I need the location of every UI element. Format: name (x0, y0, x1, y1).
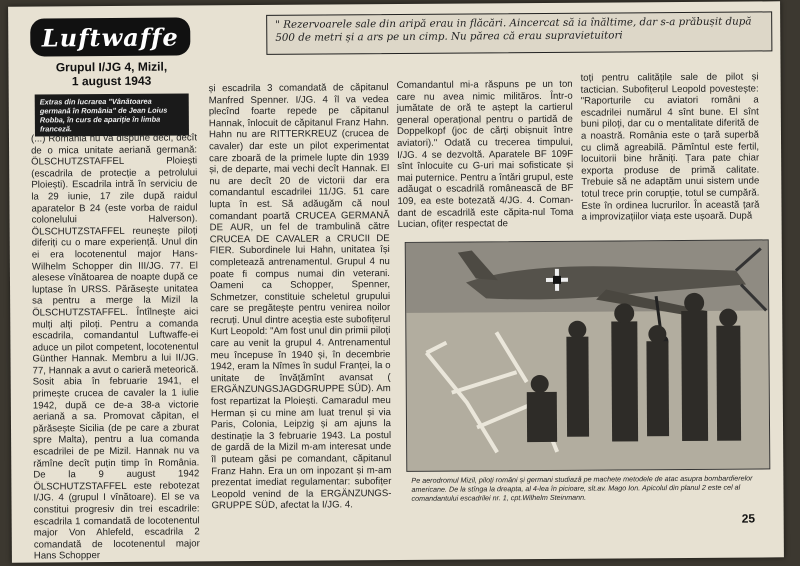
text-column-2: și escadrila 3 comandată de căpitanul Manfred Spenner. I/JG. 4 îl va vedea plecînd foarte repede pe căpitanul Hannak, înlocuit de căpitanul Franz Hahn. Hahn nu are RITTERKREUZ (crucea de cavaler) dar este un pilot experimentat care zboară de la primele lupte din 1939 și, de departe, mai vechi decît Hannak. El nu are decît 20 de victorii dar era comandantul escadrilei 11/JG. 51 care lupta în est. Să adăugăm că noul comandant poartă CRUCEA GERMANĂ DE AUR, un fel de trambulină către CRUCEA DE CAVALER a CRUCII DE FIER. Subordinele lui Hahn, unitatea își completează antrenamentul. Grupul 4 nu poate fi compus numai din veterani. Oameni ca Schopper, Spenner, Schmetzer, constituie scheletul grupului care se pregătește pentru venirea noilor recruți. Unul dintre aceștia este subofițerul Kurt Leopold: "Am fost unul din primii piloți care au venit la grupul 4. Antrenamentul meu începuse în 1940 și, în decembrie 1942, eram la Nîmes în sudul Franței, la o unitate de învățămînt avansat ( ERGÄNZUNGSJAGDGRUPPE SÜD). Am fost repartizat la Ploiești. Camaradul meu Herman și cu mine am luat trenul și via Paris, Colonia, Leipzig și am ajuns la destinație la 3 februarie 1943. La postul de gardă de la Mizil m-am interesat unde îl puteam găsi pe comandant, căpitanul Franz Hahn. Era un om inpozant și m-am prezentat imediat regulamentar: subofițer Leopold venind de la ERGÄNZUNGS-GRUPPE SÜD, afectat la I/JG. 4. (208, 82, 392, 512)
historical-photo (405, 239, 771, 472)
text-column-4: toți pentru calitățile sale de pilot și tactician. Subofițerul Leopold povestește: "Raporturile cu aviatori români a escadrilei numărul 4 sînt bune. El sînt buni piloți, dar cu o mentalitate diferită de a noastră. România este o țară superbă cu climă agreabilă. Pămîntul este fertil, locuitorii bine hrăniți. Țara pate chiar exporta produse de primă calitate. Trebuie să ne adaptăm unui sistem unde totul trece prin corupție, totul se cumpără. Este în ordinea lucrurilor. În această țară a improvizațiilor viața este ușoară. După (580, 71, 760, 223)
article-subtitle (30, 59, 192, 88)
subtitle-line-2: 1 august 1943 (71, 73, 152, 89)
page-number: 25 (741, 511, 756, 526)
text-column-1: (...) România nu va dispune deci, decît de o mica unitate aeriană germană: ÖLSCHUTZSTAFFEL Ploiești (escadrila de protecție a petrolului Ploiești). Escadrila intră în serviciu de la 29 iunie, 17 zile după raidul aparatelor B 24 (este vorba de raidul colonelului Halverson). ÖLSCHUTZSTAFFEL reunește piloți diferiți cu o mare experiență. Unul din ei era locotenentul major Hans-Wilhelm Schopper din III/JG. 77. El alesese vînătoarea de noapte după ce luptase în URSS. Părăsește unitatea sa pentru a merge la Mizil la ÖLSCHUTZSTAFFEL. Întîlnește aici mulți alți piloți. Pentru a comanda escadrila, comandantul Luftwaffe-ei aduce un pilot competent, locotenentul Günther Hannak. Membru a lui II/JG. 77, Hannak a avut o carieră meteorică. Sosit abia în februarie 1941, el primește crucea de cavaler la 1 iulie 1942, după ce de-a 38-a victorie aeriană a sa. Promovat căpitan, el părăsește Sicilia (de pe care a zburat spre Malta), pentru a lua comanda escadrilei de pe Mizil. Hannak nu va rămîne decît puțin timp în România. De la 9 august 1942 ÖLSCHUTZSTAFFEL este rebotezat I/JG. 4 (grupul I vînătoare). El se va constitui progresiv din trei escadrile: escadrila 1 comandată de locotenentul major Von Ahlefeld, escadrila 2 comandată de locotenentul major Hans Schopper (30, 132, 200, 562)
pull-quote: " Rezervoarele sale din aripă erau in flăcări. Aincercat să ia înăltime, dar s-a prăbușit după 500 de metri și a ars pe un cimp. Nu părea că erau supravietuitori (266, 11, 772, 55)
subtitle-line-1: Grupul I/JG 4, Mizil, (55, 59, 168, 75)
photo-illustration (406, 240, 770, 471)
source-note: Extras din lucrarea "Vânătoarea germană în România" de Jean Loius Robba, în curs de apariție în limba franceză. (35, 93, 189, 136)
photo-caption: Pe aerodromul Mizil, piloți români și germani studiază pe machete metodele de atac asupra bombardierelor americane. De la stînga la dreapta, al 4-lea în picioare, slt.av. Mago Ion. Apicolul din planul 2 este cel al comandantului escadrilei nr. 1, cpt.Wilhelm Steinmann. (411, 473, 753, 503)
section-title: Luftwaffe (30, 17, 190, 56)
text-column-3: Comandantul mi-a răspuns pe un ton care nu avea nimic milităros. Într-o jumătate de oră te aștept la cartierul general operațional pentru o partidă de Doppelkopf (joc de cărți obișnuit între aviatori)." Odată cu trecerea timpului, I/JG. 4 se dezvoltă. Aparatele BF 109F sînt înlocuite cu G-uri mai sofisticate și mai puternice. Pentru a întări grupul, este adăugat o escadrilă românească de BF 109, ea este botezată 4/JG. 4. Coman-dant de escadrilă este căpita-nul Toma Lucian, ofițer respectat de (396, 78, 574, 231)
magazine-page (8, 1, 784, 562)
